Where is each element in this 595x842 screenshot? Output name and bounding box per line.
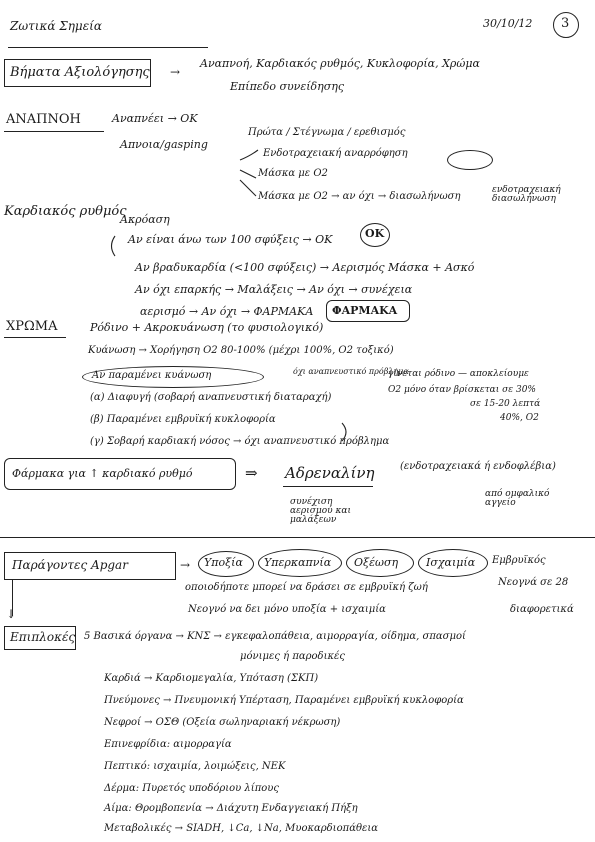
- drug-below-note: συνέχιση αερισμού και μαλάξεων: [290, 497, 351, 525]
- apgar-note-right-1: Εμβρυϊκός: [492, 555, 546, 566]
- apgar-line-2: οποιοδήποτε μπορεί να δράσει σε εμβρυϊκή ζωή: [185, 582, 428, 593]
- complications-organ-3: Νεφροί → ΟΣΘ (Οξεία σωληναριακή νέκρωση): [104, 717, 341, 728]
- complications-line-1b: μόνιμες ή παροδικές: [240, 651, 346, 662]
- heart-line-5: αερισμό → Αν όχι → ΦΑΡΜΑΚΑ: [140, 305, 314, 318]
- color-line-2: Κυάνωση → Χορήγηση Ο2 80-100% (μέχρι 100%, Ο2 τοξικό): [88, 345, 394, 356]
- apgar-note-right-2: Νεογνά σε 28: [498, 577, 569, 588]
- color-note-5: 40%, Ο2: [500, 413, 539, 423]
- color-line-1: Ρόδινο + Ακροκυάνωση (το φυσιολογικό): [90, 321, 324, 334]
- complications-organ-5: Πεπτικό: ισχαιμία, λοιμώξεις, ΝΕΚ: [104, 761, 286, 772]
- apgar-item-1: Υποξία: [204, 556, 243, 569]
- apgar-label: Παράγοντες Apgar: [12, 558, 128, 572]
- page-date: 30/10/12: [483, 17, 533, 30]
- heart-title: Καρδιακός ρυθμός: [4, 204, 127, 219]
- breathing-option-3: Μάσκα με Ο2: [258, 168, 328, 179]
- breathing-option-4: Μάσκα με Ο2 → αν όχι → διασωλήνωση: [258, 191, 461, 202]
- complications-organ-7: Αίμα: Θρομβοπενία → Διάχυτη Ενδαγγειακή Πήξη: [104, 803, 358, 814]
- color-note-4: σε 15-20 λεπτά: [470, 399, 541, 409]
- breathing-side-note: ενδοτραχειακή διασωλήνωση: [492, 185, 561, 204]
- complications-organ-4: Επινεφρίδια: αιμορραγία: [104, 739, 232, 750]
- apgar-item-3: Οξέωση: [354, 556, 399, 569]
- complications-organ-2: Πνεύμονες → Πνευμονική Υπέρταση, Παραμένει εμβρυϊκή κυκλοφορία: [104, 695, 464, 706]
- color-line-6: (γ) Σοβαρή καρδιακή νόσος → όχι αναπνευστικό πρόβλημα: [90, 436, 390, 447]
- apgar-item-4: Ισχαιμία: [426, 556, 476, 569]
- complications-label: Επιπλοκές: [10, 630, 76, 644]
- double-arrow-icon: ⇒: [245, 464, 258, 482]
- drugs-row-label: Φάρμακα για ↑ καρδιακό ρυθμό: [12, 467, 193, 480]
- heart-line-3: Αν βραδυκαρδία (<100 σφύξεις) → Αερισμός Μάσκα + Ασκό: [135, 261, 475, 274]
- color-line-4: (α) Διαφυγή (σοβαρή αναπνευστική διαταραχή): [90, 392, 332, 403]
- color-line-5: (β) Παραμένει εμβρυϊκή κυκλοφορία: [90, 414, 276, 425]
- drug-note: (ενδοτραχειακά ή ενδοφλέβια): [400, 461, 556, 472]
- intro-text-2: Επίπεδο συνείδησης: [230, 80, 345, 93]
- drugs-badge: ΦΑΡΜΑΚΑ: [332, 304, 398, 317]
- apgar-line-3: Νεογνό να δει μόνο υποξία + ισχαιμία: [188, 604, 386, 615]
- color-note-2: γίνεται ρόδινο — αποκλείουμε: [388, 369, 529, 379]
- breathing-title: ΑΝΑΠΝΟΗ: [6, 112, 81, 127]
- apgar-note-right-3: διαφορετικά: [510, 604, 574, 615]
- intro-text-1: Αναπνοή, Καρδιακός ρυθμός, Κυκλοφορία, Χρώμα: [200, 57, 480, 70]
- page-title: Ζωτικά Σημεία: [10, 19, 102, 33]
- breathing-line-1: Αναπνέει → ΟΚ: [112, 112, 198, 125]
- color-note-1: όχι αναπνευστικό πρόβλημα: [293, 367, 409, 376]
- complications-line-1: 5 Βασικά όργανα → ΚΝΣ → εγκεφαλοπάθεια, αιμορραγία, οίδημα, σπασμοί: [84, 631, 466, 642]
- breathing-apnea-label: Απνοια/gasping: [120, 138, 208, 151]
- complications-organ-8: Μεταβολικές → SIADH, ↓Ca, ↓Na, Μυοκαρδιοπάθεια: [104, 823, 379, 834]
- breathing-option-2: Ενδοτραχειακή αναρρόφηση: [263, 148, 408, 159]
- drug-side-note: από ομφαλικό αγγείο: [485, 489, 550, 508]
- apgar-item-2: Υπερκαπνία: [264, 556, 332, 569]
- color-line-3: Αν παραμένει κυάνωση: [92, 370, 212, 381]
- arrow-icon: →: [170, 65, 181, 79]
- heart-line-4: Αν όχι επαρκής → Μαλάξεις → Αν όχι → συνέχεια: [135, 283, 413, 296]
- color-note-3: Ο2 μόνο όταν βρίσκεται σε 30%: [388, 385, 536, 395]
- arrow-icon: →: [180, 558, 191, 572]
- down-arrow-icon: ↓: [6, 607, 17, 621]
- complications-organ-1: Καρδιά → Καρδιομεγαλία, Υπόταση (ΣΚΠ): [104, 673, 319, 684]
- color-title: ΧΡΩΜΑ: [6, 319, 58, 334]
- ok-badge: ΟΚ: [365, 227, 385, 240]
- heart-line-2: Αν είναι άνω των 100 σφύξεις → ΟΚ: [128, 233, 333, 246]
- drug-name: Αδρεναλίνη: [285, 464, 375, 482]
- page-number: 3: [561, 16, 570, 31]
- breathing-option-1: Πρώτα / Στέγνωμα / ερεθισμός: [248, 127, 406, 138]
- complications-organ-6: Δέρμα: Πυρετός υποδόριου λίπους: [104, 783, 279, 794]
- intro-label: Βήματα Αξιολόγησης: [10, 65, 150, 80]
- heart-line-1: Ακρόαση: [120, 213, 170, 226]
